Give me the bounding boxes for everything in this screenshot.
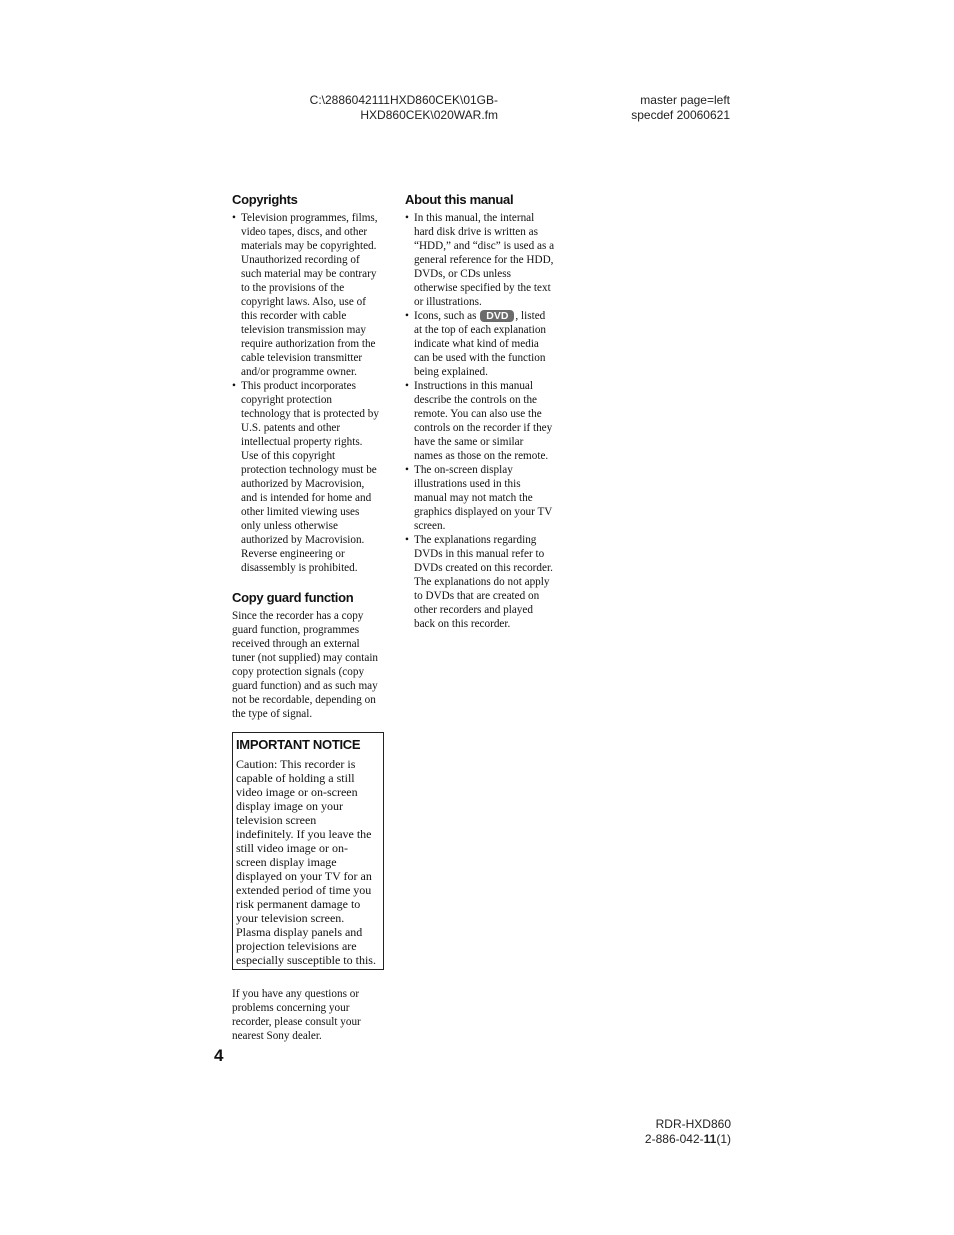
text-line: copyright protection	[241, 394, 333, 406]
text-line: screen display image	[236, 855, 337, 869]
dealer-contact-note	[232, 987, 384, 1043]
about-bullet-2	[405, 309, 557, 379]
part-code-bold: 11	[703, 1132, 717, 1146]
text-line: television screen	[236, 813, 317, 827]
page-number: 4	[214, 1046, 224, 1065]
text-line: recorder, please consult your	[232, 1016, 361, 1028]
text-line: video tapes, discs, and other	[241, 226, 368, 238]
text-line: general reference for the HDD,	[414, 254, 554, 266]
text-line: television transmission may	[241, 324, 366, 336]
text-line: authorized by Macrovision,	[241, 478, 365, 490]
text-line: other limited viewing uses	[241, 506, 360, 518]
text-line: • Television programmes, films,	[241, 212, 378, 224]
text-line: describe the controls on the	[414, 394, 538, 406]
part-code	[560, 1132, 731, 1147]
important-notice-heading: IMPORTANT NOTICE	[236, 737, 361, 752]
text-line: tuner (not supplied) may contain	[232, 652, 379, 664]
text-line: to DVDs that are created on	[414, 590, 540, 602]
text-line: • The explanations regarding	[414, 534, 537, 546]
text-line: to the provisions of the	[241, 282, 345, 294]
text-line: display image on your	[236, 799, 343, 813]
text-line: authorized by Macrovision.	[241, 534, 365, 546]
text-line: • This product incorporates	[241, 380, 356, 392]
icons-prefix-text: Icons, such as	[414, 310, 480, 322]
important-notice-box	[232, 732, 384, 970]
text-line: • The on-screen display	[414, 464, 513, 476]
text-line: materials may be copyrighted.	[241, 240, 377, 252]
text-line: DVDs created on this recorder.	[414, 562, 553, 574]
text-line: cable television transmitter	[241, 352, 363, 364]
text-line: • In this manual, the internal	[414, 212, 535, 224]
text-line: can be used with the function	[414, 352, 546, 364]
about-bullet-5	[405, 533, 557, 631]
text-line: manual may not match the	[414, 492, 533, 504]
text-line: screen.	[414, 520, 446, 532]
about-manual-list	[405, 211, 557, 631]
master-page-header	[560, 93, 730, 123]
file-path-line-2: HXD860CEK\020WAR.fm	[360, 108, 498, 122]
text-line: Caution: This recorder is	[236, 757, 356, 771]
text-line: illustrations used in this	[414, 478, 521, 490]
text-line: extended period of time you	[236, 883, 372, 897]
about-bullet-1	[405, 211, 557, 309]
text-line: protection technology must be	[241, 464, 377, 476]
text-line: only unless otherwise	[241, 520, 338, 532]
about-bullet-3	[405, 379, 557, 463]
about-manual-heading: About this manual	[405, 192, 514, 207]
text-line: graphics displayed on your TV	[414, 506, 553, 518]
text-line: controls on the recorder if they	[414, 422, 553, 434]
text-line: The explanations do not apply	[414, 576, 550, 588]
copyrights-list	[232, 211, 384, 575]
text-line: remote. You can also use the	[414, 408, 542, 420]
text-line: have the same or similar	[414, 436, 524, 448]
file-path-line-1: C:\2886042111HXD860CEK\01GB-	[309, 93, 498, 107]
text-line: capable of holding a still	[236, 771, 355, 785]
text-line: guard function) and as such may	[232, 680, 378, 692]
right-column	[405, 192, 557, 631]
text-line: hard disk drive is written as	[414, 226, 538, 238]
copy-guard-heading: Copy guard function	[232, 590, 354, 605]
text-line: nearest Sony dealer.	[232, 1030, 322, 1042]
master-page-line-1: master page=left	[640, 93, 730, 107]
text-line: risk permanent damage to	[236, 897, 361, 911]
text-line: problems concerning your	[232, 1002, 350, 1014]
text-line: such material may be contrary	[241, 268, 377, 280]
text-line: U.S. patents and other	[241, 422, 341, 434]
text-line: especially susceptible to this.	[236, 953, 376, 967]
text-line: Unauthorized recording of	[241, 254, 360, 266]
left-column	[232, 192, 384, 1043]
text-line: names as those on the remote.	[414, 450, 549, 462]
text-line: not be recordable, depending on	[232, 694, 376, 706]
icons-suffix-text: , listed	[515, 310, 546, 322]
text-line: indefinitely. If you leave the	[236, 827, 372, 841]
dvd-icon: DVD	[480, 310, 514, 322]
text-line: Since the recorder has a copy	[232, 610, 364, 622]
text-line: If you have any questions or	[232, 988, 360, 1000]
text-line: other recorders and played	[414, 604, 533, 616]
text-line: received through an external	[232, 638, 360, 650]
model-footer	[560, 1117, 731, 1147]
text-line: copyright laws. Also, use of	[241, 296, 366, 308]
text-line: being explained.	[414, 366, 488, 378]
copyrights-bullet-2	[232, 379, 384, 575]
text-line: the type of signal.	[232, 708, 313, 720]
text-line: DVDs, or CDs unless	[414, 268, 511, 280]
copy-guard-paragraph	[232, 609, 384, 721]
text-line: or illustrations.	[414, 296, 482, 308]
text-line	[414, 309, 557, 323]
text-line: this recorder with cable	[241, 310, 347, 322]
text-line: back on this recorder.	[414, 618, 511, 630]
text-line: and/or programme owner.	[241, 366, 357, 378]
text-line: DVDs in this manual refer to	[414, 548, 545, 560]
text-line: technology that is protected by	[241, 408, 379, 420]
text-line: Plasma display panels and	[236, 925, 363, 939]
model-name: RDR-HXD860	[655, 1117, 731, 1131]
text-line: disassembly is prohibited.	[241, 562, 358, 574]
text-line: otherwise specified by the text	[414, 282, 551, 294]
text-line: • Instructions in this manual	[414, 380, 534, 392]
text-line: indicate what kind of media	[414, 338, 539, 350]
about-bullet-4	[405, 463, 557, 533]
file-path-header	[260, 93, 498, 123]
copyrights-bullet-1	[232, 211, 384, 379]
text-line: “HDD,” and “disc” is used as a	[414, 240, 555, 252]
text-line: copy protection signals (copy	[232, 666, 365, 678]
text-line: projection televisions are	[236, 939, 357, 953]
text-line: and is intended for home and	[241, 492, 372, 504]
text-line: your television screen.	[236, 911, 345, 925]
text-line: still video image or on-	[236, 841, 348, 855]
text-line: at the top of each explanation	[414, 324, 547, 336]
part-code-suffix: (1)	[716, 1132, 731, 1146]
text-line: displayed on your TV for an	[236, 869, 372, 883]
text-line: intellectual property rights.	[241, 436, 363, 448]
text-line: video image or on-screen	[236, 785, 358, 799]
important-notice-text	[236, 757, 380, 967]
part-code-prefix: 2-886-042-	[644, 1132, 704, 1146]
text-line: guard function, programmes	[232, 624, 360, 636]
text-line: require authorization from the	[241, 338, 376, 350]
master-page-line-2: specdef 20060621	[631, 108, 730, 122]
text-line: Use of this copyright	[241, 450, 336, 462]
copyrights-heading: Copyrights	[232, 192, 298, 207]
text-line: Reverse engineering or	[241, 548, 345, 560]
